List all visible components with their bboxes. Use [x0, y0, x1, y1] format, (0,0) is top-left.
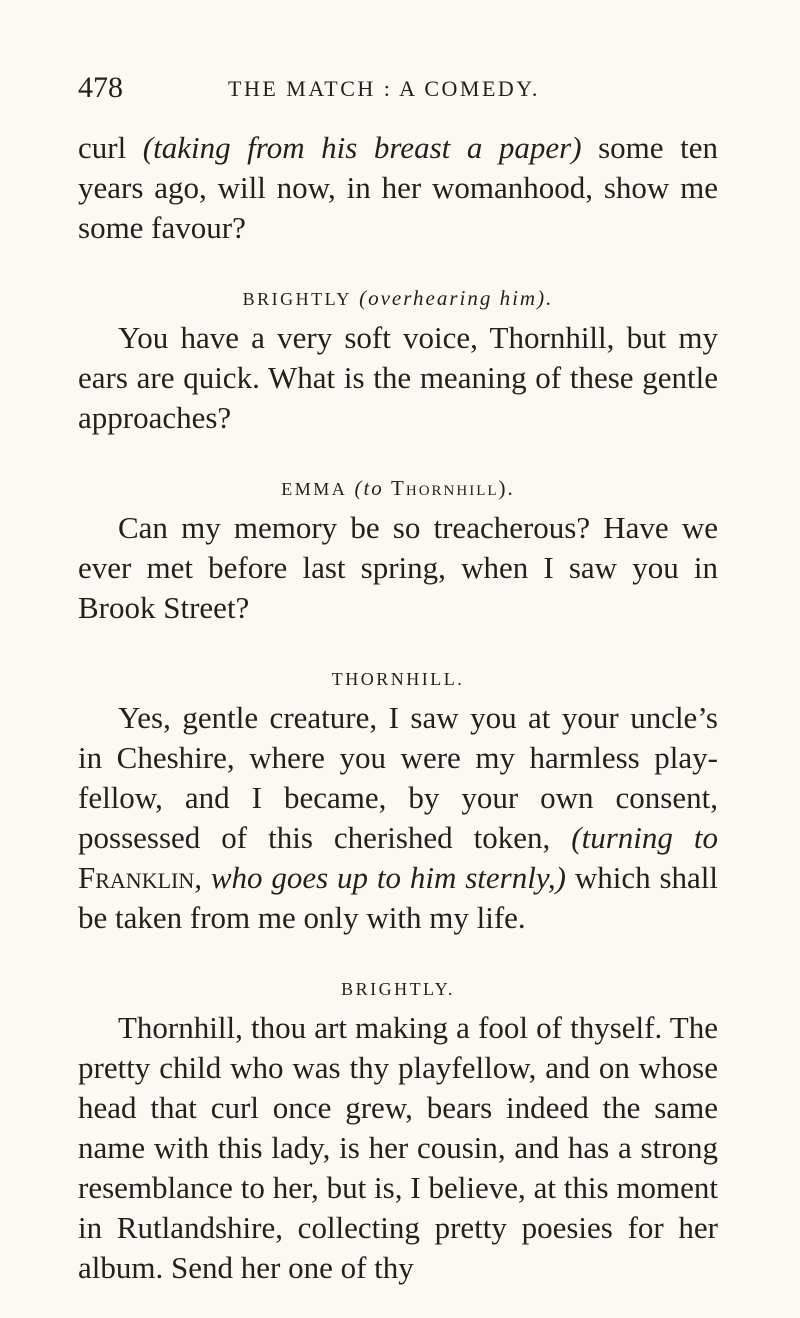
stage-direction: , who goes up to him sternly,)	[194, 860, 566, 895]
speaker-name: BRIGHTLY.	[341, 979, 455, 999]
running-title: THE MATCH : A COMEDY.	[228, 76, 540, 101]
speech-brightly-2: Thornhill, thou art making a fool of thyself. The pretty child who was thy playfellow, and on whose head that curl once grew, bears indeed the same name with this lady, is her cousin, and has a strong resemblance to her, but is, I believe, at this moment in Rutlandshire, collecting pretty poesies for her album. Send her one of thy	[78, 1010, 718, 1285]
character-name: Franklin	[78, 860, 195, 895]
speech-text: Yes, gentle creature, I saw you at your uncle’s in Cheshire, where you were my harmless playfellow, and I became, by your own consent, possessed of this cherished token,	[78, 700, 718, 855]
speech-text: which shall be taken from me only with my life.	[78, 860, 718, 935]
stage-direction: (overhearing him).	[351, 286, 554, 310]
page-body	[78, 128, 718, 1288]
speech-thornhill	[78, 698, 718, 938]
speaker-name: THORNHILL.	[331, 669, 465, 689]
speech-emma: Can my memory be so treacherous? Have we ever met before last spring, when I saw you in Brook Street?	[78, 510, 718, 625]
speaker-heading-emma	[78, 473, 718, 504]
speaker-name: EMMA	[281, 479, 348, 499]
character-name: Thornhill	[391, 476, 499, 500]
speaker-heading-brightly	[78, 283, 718, 314]
stage-direction: (to	[347, 476, 392, 500]
speech-text: curl	[78, 130, 143, 165]
speaker-name: BRIGHTLY	[242, 289, 352, 309]
speech-text: some ten years ago, will now, in her womanhood, show me some favour?	[78, 130, 718, 245]
stage-direction: (taking from his breast a paper)	[142, 130, 582, 165]
page-number: 478	[78, 71, 123, 104]
running-head	[78, 70, 718, 106]
speech-brightly: You have a very soft voice, Thornhill, but my ears are quick. What is the meaning of these gentle approaches?	[78, 320, 718, 435]
speech-continuation	[78, 128, 718, 248]
speaker-heading-thornhill	[78, 663, 718, 694]
speaker-heading-brightly-2	[78, 973, 718, 1004]
stage-direction: (turning to	[571, 820, 718, 855]
stage-direction-close: ).	[498, 476, 515, 500]
